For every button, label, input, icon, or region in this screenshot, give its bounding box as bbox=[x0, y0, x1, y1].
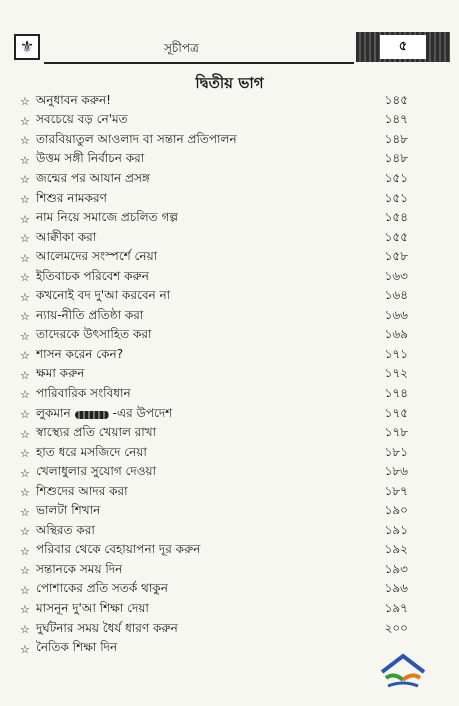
star-icon: ☆ bbox=[20, 603, 30, 617]
star-icon: ☆ bbox=[20, 466, 30, 480]
page-number-box bbox=[356, 32, 450, 62]
toc-entry-page: ১৮৬ bbox=[384, 464, 408, 479]
header-rule bbox=[44, 62, 354, 64]
toc-entry-title: সবচেয়ে বড় নে'মত bbox=[36, 112, 128, 127]
star-icon: ☆ bbox=[20, 486, 30, 500]
toc-entry-page: ১৪৫ bbox=[384, 92, 408, 107]
toc-entry bbox=[20, 424, 408, 444]
star-icon: ☆ bbox=[20, 388, 30, 402]
toc-entry bbox=[20, 229, 408, 249]
toc-entry bbox=[20, 620, 408, 640]
star-icon: ☆ bbox=[20, 505, 30, 519]
star-icon: ☆ bbox=[20, 232, 30, 246]
toc-entry-title: ভালটা শিখান bbox=[36, 503, 101, 518]
star-icon: ☆ bbox=[20, 427, 30, 441]
toc-entry-page: ১৪৭ bbox=[384, 112, 408, 127]
toc-entry-title: পারিবারিক সংবিধান bbox=[36, 385, 131, 400]
toc-entry-page: ১৫৮ bbox=[384, 249, 408, 264]
table-of-contents bbox=[20, 92, 408, 659]
star-icon: ☆ bbox=[20, 134, 30, 148]
toc-entry-title: আলেমদের সংস্পর্শে নেয়া bbox=[36, 249, 158, 264]
toc-entry-page: ১৮১ bbox=[384, 444, 408, 459]
toc-entry-title: হাত ধরে মসজিদে নেয়া bbox=[36, 444, 147, 459]
star-icon: ☆ bbox=[20, 447, 30, 461]
toc-entry-page: ১৭৮ bbox=[384, 425, 408, 440]
toc-entry bbox=[20, 112, 408, 132]
toc-entry bbox=[20, 522, 408, 542]
toc-entry-page: ১৬৬ bbox=[384, 307, 408, 322]
toc-entry-page: ১৮৭ bbox=[384, 483, 408, 498]
toc-entry-title: তাদেরকে উৎসাহিত করা bbox=[36, 327, 152, 342]
toc-entry-page: ১৪৮ bbox=[384, 151, 408, 166]
toc-entry bbox=[20, 92, 408, 112]
toc-entry-title-suffix: -এর উপদেশ bbox=[112, 405, 173, 420]
toc-entry-title: অন্থিরত করা bbox=[36, 522, 95, 537]
toc-entry-page: ১৭১ bbox=[384, 346, 408, 361]
toc-entry-title: জন্মের পর আযান প্রসঙ্গ bbox=[36, 170, 150, 185]
toc-entry-title: কখনোই বদ দু'আ করবেন না bbox=[36, 288, 171, 303]
toc-entry-title: অনুধাবন করুন! bbox=[36, 92, 111, 107]
toc-entry-title: ক্ষমা করুন bbox=[36, 366, 85, 381]
toc-entry bbox=[20, 248, 408, 268]
star-icon: ☆ bbox=[20, 642, 30, 656]
toc-entry-title: পোশাকের প্রতি সতর্ক থাকুন bbox=[36, 581, 168, 596]
star-icon: ☆ bbox=[20, 251, 30, 265]
toc-entry-page: ১৪৮ bbox=[384, 131, 408, 146]
star-icon: ☆ bbox=[20, 212, 30, 226]
toc-entry-page: ১৫৫ bbox=[384, 229, 408, 244]
toc-entry bbox=[20, 131, 408, 151]
toc-entry-page: ২০০ bbox=[384, 620, 408, 635]
toc-entry bbox=[20, 190, 408, 210]
star-icon: ☆ bbox=[20, 368, 30, 382]
star-icon: ☆ bbox=[20, 349, 30, 363]
star-icon: ☆ bbox=[20, 544, 30, 558]
logo-base bbox=[388, 683, 418, 686]
toc-entry-page: ১৭২ bbox=[384, 366, 408, 381]
star-icon: ☆ bbox=[20, 310, 30, 324]
toc-entry-title: শিশুদের আদর করা bbox=[36, 483, 128, 498]
toc-entry-page: ১৯৩ bbox=[384, 561, 408, 576]
toc-entry bbox=[20, 366, 408, 386]
toc-entry-page: ১৯২ bbox=[384, 542, 408, 557]
toc-entry bbox=[20, 639, 408, 659]
toc-entry-title: দুর্ঘটনার সময় ধৈর্য ধারণ করুন bbox=[36, 620, 178, 635]
calligraphy-honorific-icon bbox=[75, 411, 109, 419]
star-icon: ☆ bbox=[20, 408, 30, 422]
toc-entry-page: ১৯১ bbox=[384, 522, 408, 537]
toc-entry-title: আক্বীকা করা bbox=[36, 229, 97, 244]
star-icon: ☆ bbox=[20, 623, 30, 637]
toc-entry-title: মাসনূন দু'আ শিক্ষা দেয়া bbox=[36, 601, 149, 615]
star-icon: ☆ bbox=[20, 564, 30, 578]
logo-roof bbox=[382, 656, 424, 672]
star-icon: ☆ bbox=[20, 114, 30, 128]
toc-entry-title: শাসন করেন কেন? bbox=[36, 346, 124, 361]
publisher-logo bbox=[376, 652, 430, 692]
toc-entry-title: নৈতিক শিক্ষা দিন bbox=[36, 640, 118, 655]
toc-entry bbox=[20, 268, 408, 288]
star-icon: ☆ bbox=[20, 193, 30, 206]
toc-entry-title: খেলাধুলার সুযোগ দেওয়া bbox=[36, 464, 157, 479]
toc-entry bbox=[20, 209, 408, 229]
toc-entry bbox=[20, 151, 408, 171]
page-number: ৫ bbox=[380, 35, 426, 59]
toc-entry bbox=[20, 444, 408, 464]
toc-entry-page: ১৫১ bbox=[384, 170, 408, 185]
toc-entry bbox=[20, 170, 408, 190]
star-icon: ☆ bbox=[20, 329, 30, 343]
section-title: দ্বিতীয় ভাগ bbox=[195, 74, 264, 92]
star-icon: ☆ bbox=[20, 583, 30, 597]
toc-entry-page: ১৭৫ bbox=[384, 405, 408, 420]
toc-entry-title: লুকমান bbox=[36, 405, 71, 420]
toc-entry bbox=[20, 463, 408, 483]
toc-entry bbox=[20, 600, 408, 620]
toc-entry bbox=[20, 287, 408, 307]
toc-entry bbox=[20, 542, 408, 562]
toc-entry-page: ১৬৩ bbox=[384, 268, 408, 283]
toc-entry-title: ন্যায়-নীতি প্রতিষ্ঠা করা bbox=[36, 307, 144, 322]
toc-entry bbox=[20, 405, 408, 425]
toc-entry bbox=[20, 581, 408, 601]
header-title: সূচীপত্র bbox=[164, 41, 199, 55]
star-icon: ☆ bbox=[20, 153, 30, 167]
toc-entry bbox=[20, 307, 408, 327]
toc-entry-page: ১৫৪ bbox=[384, 210, 408, 225]
star-icon: ☆ bbox=[20, 173, 30, 187]
toc-entry-title: শিশুর নামকরণ bbox=[36, 190, 107, 205]
toc-entry-page: ১৭৪ bbox=[384, 385, 408, 400]
toc-entry-page: ১৯০ bbox=[384, 503, 408, 518]
toc-entry-title: ইতিবাচক পরিবেশ করুন bbox=[36, 268, 149, 283]
toc-entry-title: স্বাস্থ্যের প্রতি খেয়াল রাখা bbox=[36, 425, 157, 440]
toc-entry-page: ১৫১ bbox=[384, 190, 408, 205]
toc-entry-title: তারবিয়াতুল আওলাদ বা সন্তান প্রতিপালন bbox=[36, 131, 237, 146]
toc-entry-page: ১৬৯ bbox=[384, 327, 408, 342]
toc-entry-title: সন্তানকে সময় দিন bbox=[36, 561, 123, 576]
toc-entry-page: ১৬৪ bbox=[384, 288, 408, 303]
toc-entry bbox=[20, 385, 408, 405]
toc-entry-title: পরিবার থেকে বেহায়াপনা দূর করুন bbox=[36, 542, 201, 557]
logo-book-left bbox=[386, 675, 403, 680]
toc-entry-title: নাম নিয়ে সমাজে প্রচলিত গল্প bbox=[36, 210, 178, 225]
toc-entry-page: ১৯৭ bbox=[384, 601, 408, 615]
star-icon: ☆ bbox=[20, 525, 30, 539]
toc-entry bbox=[20, 561, 408, 581]
toc-entry-page: ১৯৬ bbox=[384, 581, 408, 596]
toc-entry bbox=[20, 483, 408, 503]
page-header bbox=[14, 30, 450, 66]
toc-entry-title: উত্তম সঙ্গী নির্বাচন করা bbox=[36, 151, 145, 166]
fleur-de-lis-icon: ⚜ bbox=[14, 34, 40, 60]
toc-entry bbox=[20, 502, 408, 522]
star-icon: ☆ bbox=[20, 290, 30, 304]
star-icon: ☆ bbox=[20, 95, 30, 109]
toc-entry bbox=[20, 346, 408, 366]
star-icon: ☆ bbox=[20, 271, 30, 285]
toc-entry bbox=[20, 327, 408, 347]
logo-book-right bbox=[403, 675, 420, 680]
